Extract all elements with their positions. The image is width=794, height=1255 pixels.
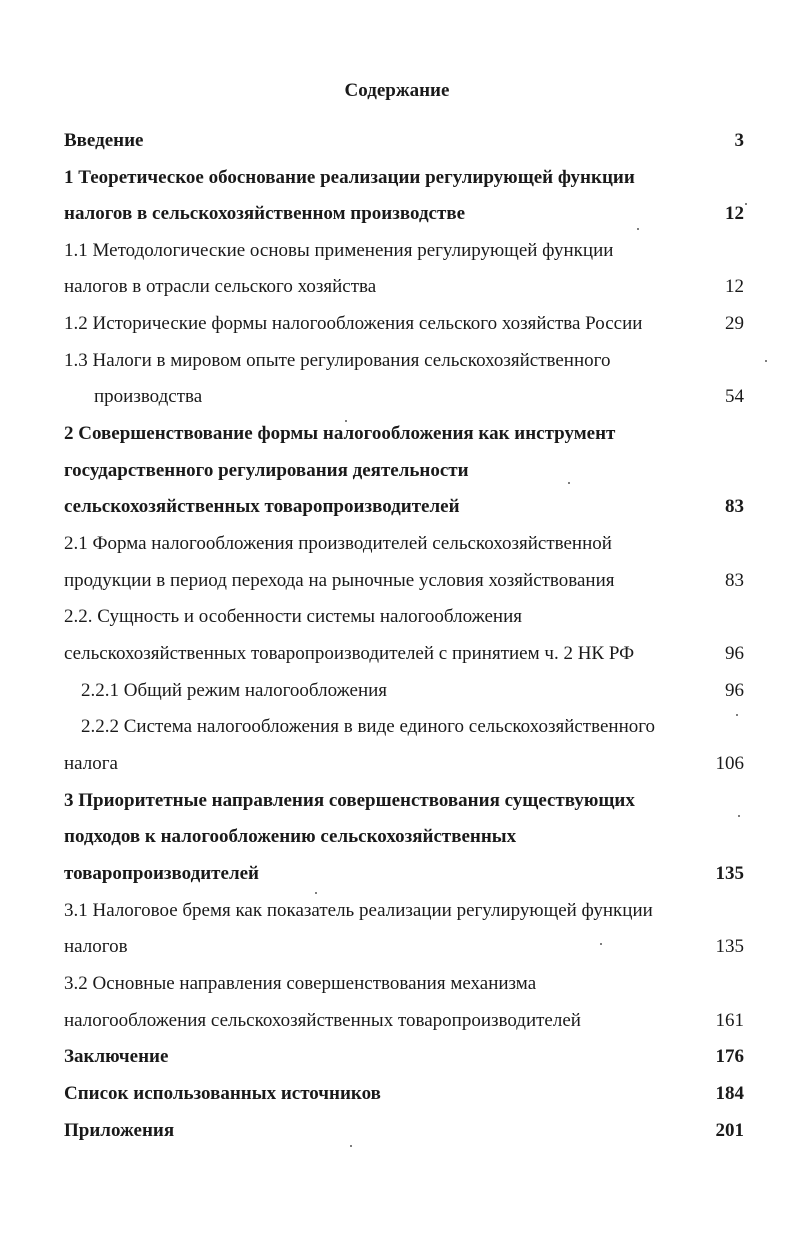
scan-speck [315, 892, 317, 894]
toc-line [64, 165, 744, 191]
toc-text: сельскохозяйственных товаропроизводителей [64, 496, 460, 517]
toc-text: подходов к налогообложению сельскохозяйственных [64, 826, 517, 847]
toc-page-number: 135 [715, 863, 744, 884]
scan-speck [745, 203, 747, 205]
toc-line [64, 458, 744, 484]
toc-text: 1 Теоретическое обоснование реализации регулирующей функции [64, 167, 635, 188]
toc-page-number: 106 [715, 753, 744, 774]
toc-line [64, 604, 744, 630]
toc-line [64, 714, 744, 740]
toc-line [64, 824, 744, 850]
toc-text: Приложения [64, 1120, 175, 1141]
toc-line [64, 751, 744, 777]
toc-line [64, 128, 744, 154]
toc-line [64, 1118, 744, 1144]
toc-text: налогов в сельскохозяйственном производстве [64, 203, 466, 224]
toc-line [64, 861, 744, 887]
toc-text: Заключение [64, 1046, 169, 1067]
toc-page-number: 96 [725, 643, 744, 664]
toc-page-number: 135 [715, 936, 744, 957]
toc-text: Введение [64, 130, 144, 151]
toc-text: налогообложения сельскохозяйственных товаропроизводителей [64, 1010, 581, 1031]
toc-line [64, 311, 744, 337]
toc-text: продукции в период перехода на рыночные условия хозяйствования [64, 570, 615, 591]
toc-page-number: 3 [734, 130, 744, 151]
toc-text: 2.1 Форма налогообложения производителей сельскохозяйственной [64, 533, 612, 554]
toc-line [64, 934, 744, 960]
toc-page-number: 96 [725, 680, 744, 701]
toc-line [64, 274, 744, 300]
toc-page-number: 12 [725, 276, 744, 297]
scan-speck [345, 420, 347, 422]
scan-speck [568, 482, 570, 484]
scan-speck [350, 1145, 352, 1147]
toc-line [64, 494, 744, 520]
toc-line [64, 348, 744, 374]
toc-line [64, 421, 744, 447]
toc-text: 3.2 Основные направления совершенствования механизма [64, 973, 537, 994]
toc-line [64, 238, 744, 264]
scan-speck [736, 714, 738, 716]
toc-page-number: 201 [715, 1120, 744, 1141]
toc-line [64, 1044, 744, 1070]
toc-line [64, 531, 744, 557]
toc-line [64, 641, 744, 667]
scan-speck [738, 815, 740, 817]
toc-text: сельскохозяйственных товаропроизводителей с принятием ч. 2 НК РФ [64, 643, 635, 664]
toc-text: налогов в отрасли сельского хозяйства [64, 276, 377, 297]
toc-text: налогов [64, 936, 128, 957]
toc-line [64, 201, 744, 227]
toc-text: 1.1 Методологические основы применения регулирующей функции [64, 240, 614, 261]
toc-line [64, 678, 744, 704]
toc-text: Список использованных источников [64, 1083, 381, 1104]
toc-page-number: 176 [715, 1046, 744, 1067]
toc-page-number: 29 [725, 313, 744, 334]
toc-text: производства [94, 386, 203, 407]
toc-line [64, 1008, 744, 1034]
toc-text: товаропроизводителей [64, 863, 259, 884]
toc-line [64, 1081, 744, 1107]
toc-page-number: 161 [715, 1010, 744, 1031]
toc-line [64, 971, 744, 997]
toc-page-number: 184 [715, 1083, 744, 1104]
toc-page-number: 54 [725, 386, 744, 407]
toc-line [64, 568, 744, 594]
toc-text: 3.1 Налоговое бремя как показатель реализации регулирующей функции [64, 900, 653, 921]
toc-text: 2.2.1 Общий режим налогообложения [81, 680, 388, 701]
toc-line [64, 384, 744, 410]
toc-text: 1.2 Исторические формы налогообложения сельского хозяйства России [64, 313, 643, 334]
scan-speck [637, 228, 639, 230]
toc-page-number: 83 [725, 496, 744, 517]
toc-line [64, 898, 744, 924]
toc-line [64, 788, 744, 814]
page-title: Содержание [344, 80, 450, 101]
scan-speck [765, 360, 767, 362]
toc-page-number: 12 [725, 203, 744, 224]
toc-text: налога [64, 753, 118, 774]
toc-page-number: 83 [725, 570, 744, 591]
toc-text: 2.2. Сущность и особенности системы налогообложения [64, 606, 522, 627]
toc-text: 2.2.2 Система налогообложения в виде единого сельскохозяйственного [81, 716, 656, 737]
scan-speck [600, 943, 602, 945]
toc-text: 2 Совершенствование формы налогообложения как инструмент [64, 423, 616, 444]
toc-text: государственного регулирования деятельности [64, 460, 469, 481]
toc-text: 3 Приоритетные направления совершенствования существующих [64, 790, 635, 811]
toc-text: 1.3 Налоги в мировом опыте регулирования сельскохозяйственного [64, 350, 611, 371]
